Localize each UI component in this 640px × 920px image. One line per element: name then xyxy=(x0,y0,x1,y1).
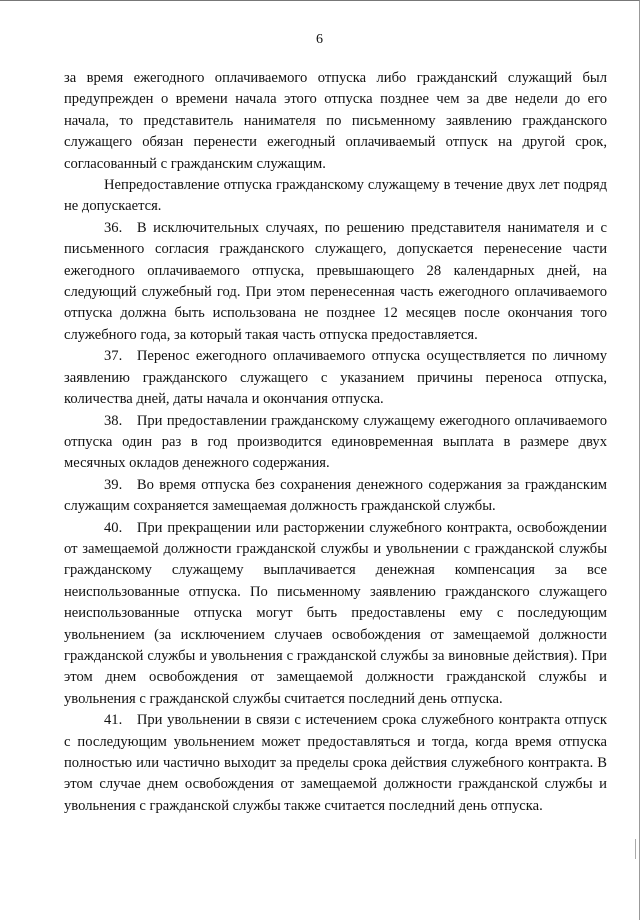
paragraph-no-carryover: Непредоставление отпуска гражданскому служащему в течение двух лет подряд не допускается. xyxy=(64,177,607,215)
paragraph-39: 39. Во время отпуска без сохранения денежного содержания за гражданским служащим сохраняется замещаемая должность гражданской службы. xyxy=(64,476,607,515)
paragraph-continuation: за время ежегодного оплачиваемого отпуска либо гражданский служащий был предупрежден о времени начала этого отпуска позднее чем за две недели до его начала, то представитель нанимателя по письменному заявлению гражданского служащего обязан перенести ежегодный оплачиваемый отпуск на другой срок, согласованный с гражданским служащим. xyxy=(64,70,607,172)
page-number: 6 xyxy=(316,32,323,47)
document-body xyxy=(64,68,607,817)
paragraph-37: 37. Перенос ежегодного оплачиваемого отпуска осуществляется по личному заявлению гражданского служащего с указанием причины переноса отпуска, количества дней, даты начала и окончания отпуска. xyxy=(64,348,607,408)
paragraph-40: 40. При прекращении или расторжении служебного контракта, освобождении от замещаемой должности гражданской службы и увольнении с гражданской службы гражданскому служащему выплачивается денежная компенсация за все неиспользованные отпуска. По письменному заявлению гражданского служащего неиспользованные отпуска могут быть предоставлены ему с последующим увольнением (за исключением случаев освобождения от замещаемой должности гражданской службы и увольнения с гражданской службы за виновные действия). При этом днем освобождения от замещаемой должности гражданской службы и увольнения с гражданской службы считается последний день отпуска. xyxy=(64,519,607,707)
paragraph-41: 41. При увольнении в связи с истечением срока служебного контракта отпуск с последующим увольнением может предоставляться и тогда, когда время отпуска полностью или частично выходит за пределы срока действия служебного контракта. В этом случае днем освобождения от замещаемой должности гражданской службы и увольнения с гражданской службы также считается последний день отпуска. xyxy=(64,712,607,814)
paragraph-36: 36. В исключительных случаях, по решению представителя нанимателя и с письменного согласия гражданского служащего, допускается перенесение части ежегодного оплачиваемого отпуска, превышающего 28 календарных дней, на следующий служебный год. При этом перенесенная часть ежегодного оплачиваемого отпуска должна быть использована не позднее 12 месяцев после окончания того служебного года, за который такая часть отпуска предоставляется. xyxy=(64,219,607,343)
scan-edge-mark xyxy=(635,839,636,859)
paragraph-38: 38. При предоставлении гражданскому служащему ежегодного оплачиваемого отпуска один раз в год производится единовременная выплата в размере двух месячных окладов денежного содержания. xyxy=(64,412,607,472)
